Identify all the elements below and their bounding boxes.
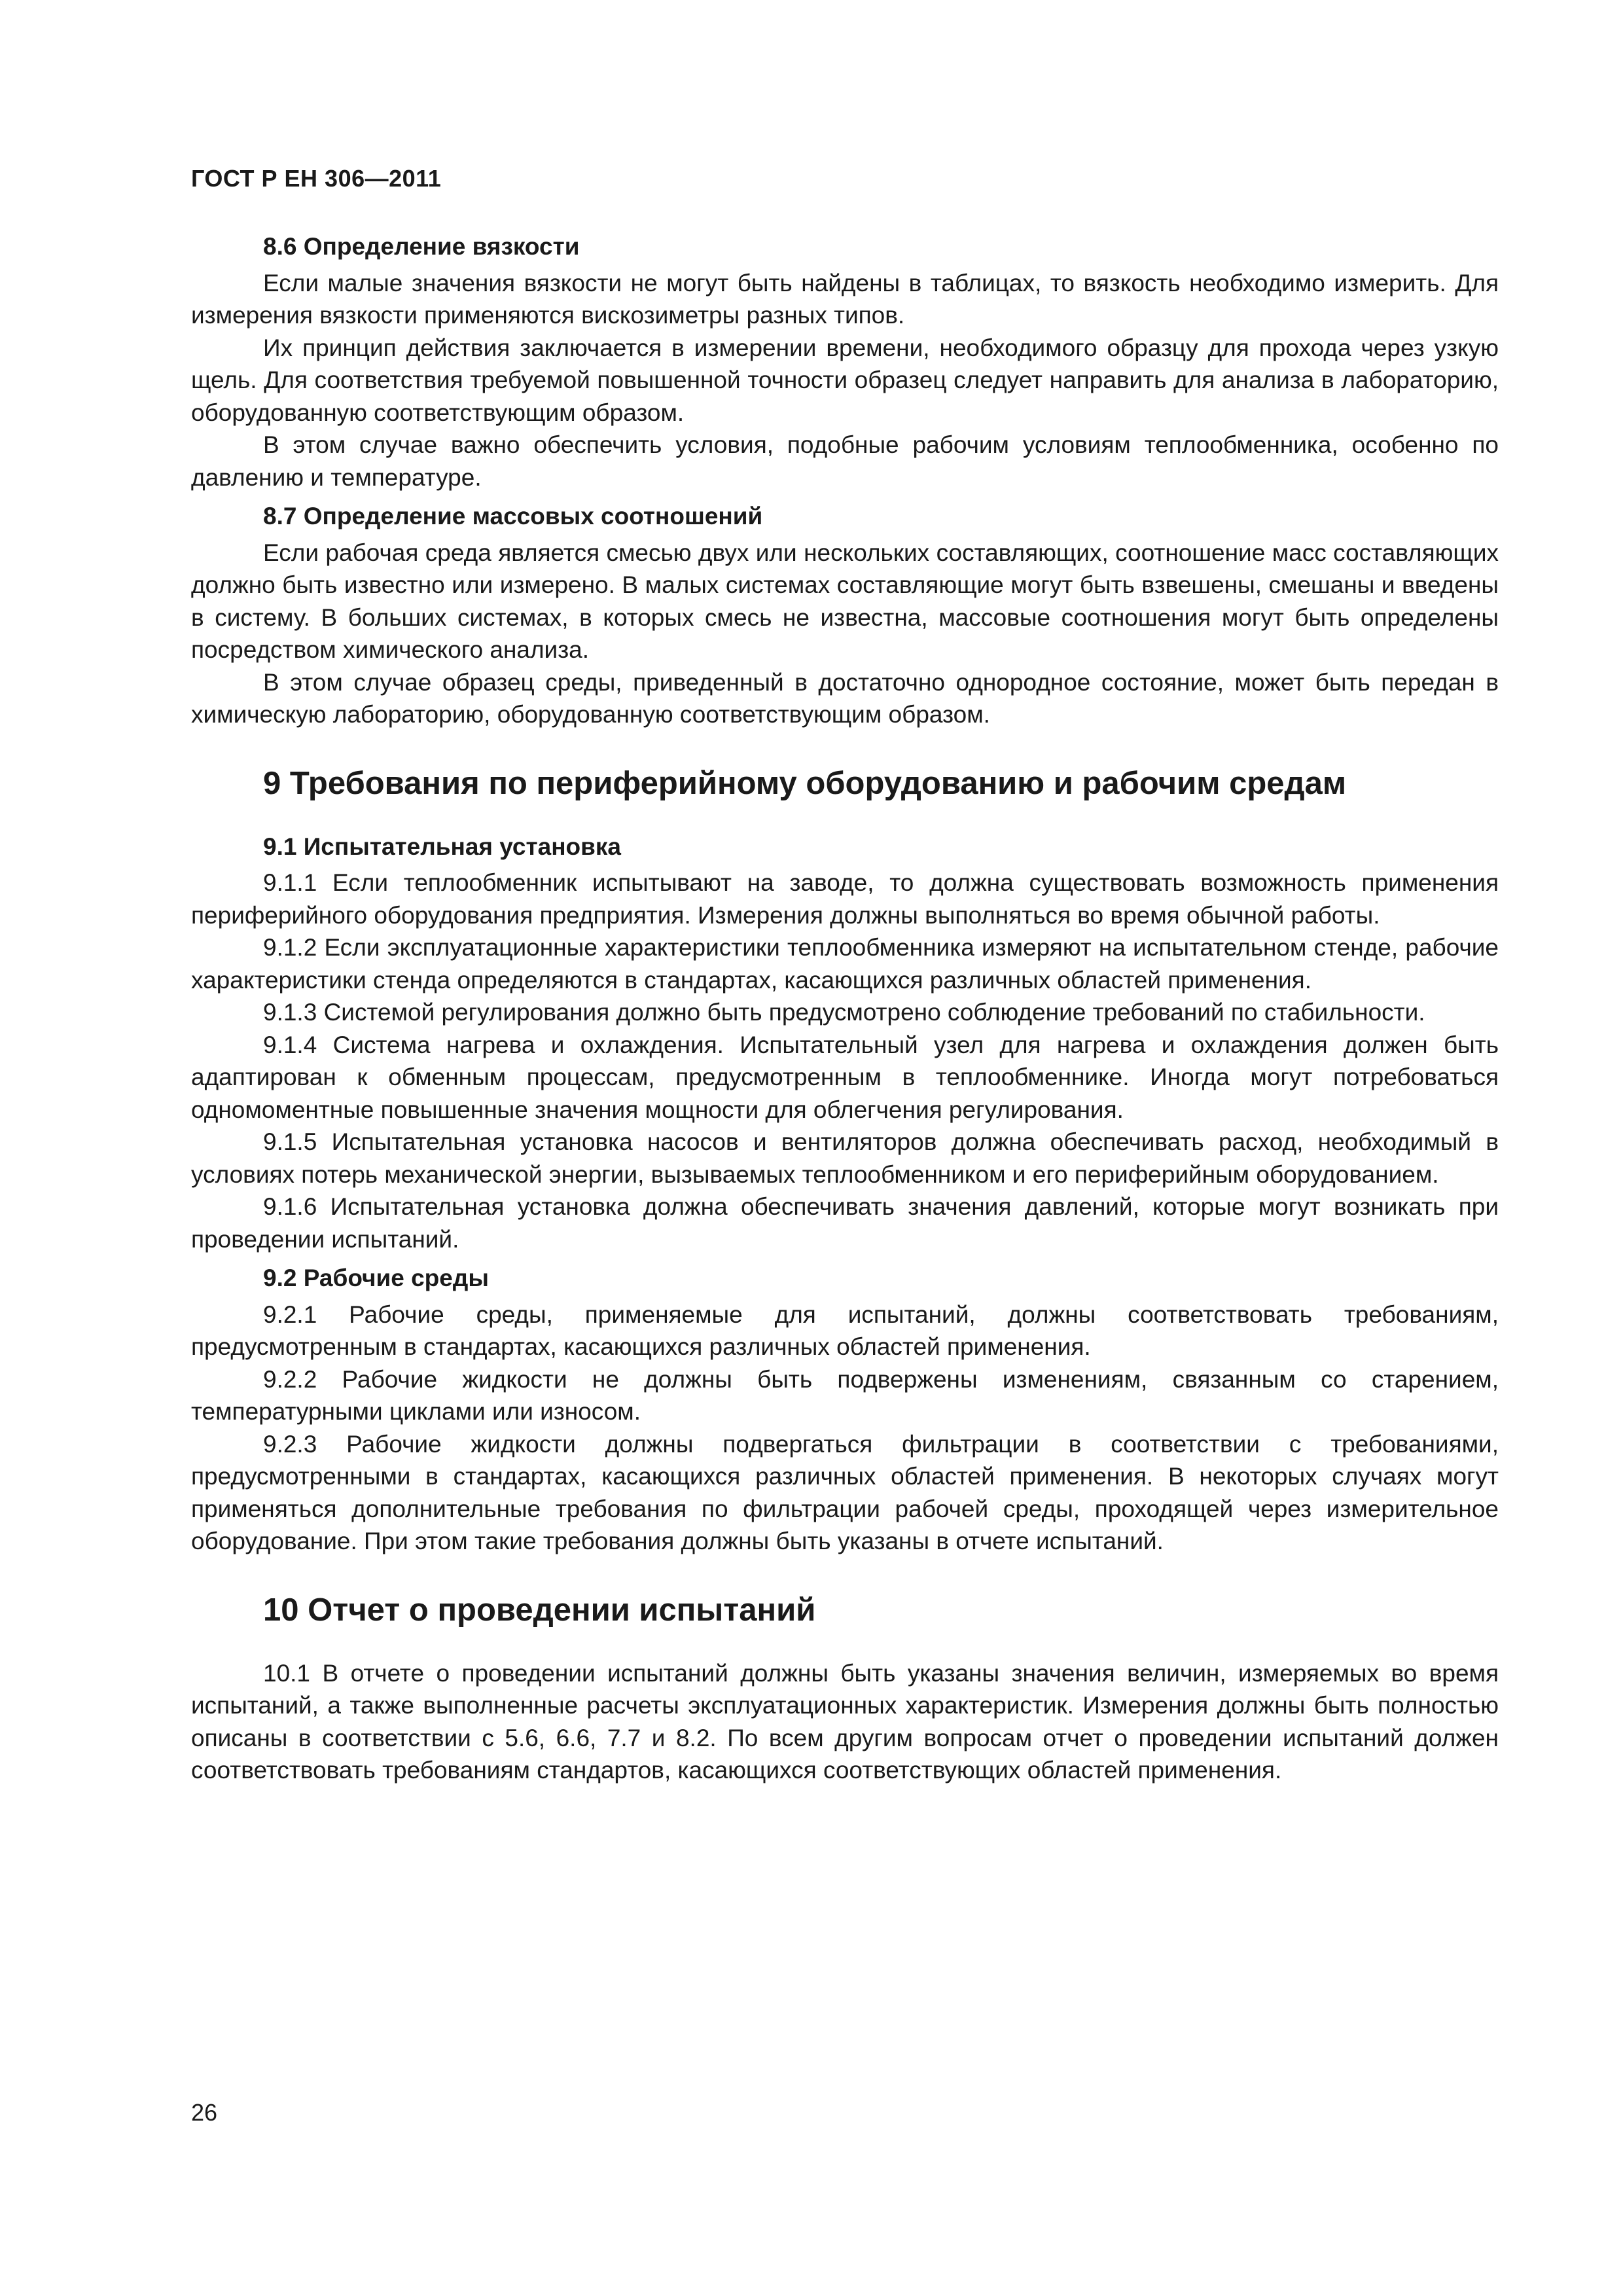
document-body	[191, 230, 1499, 1787]
document-header: ГОСТ Р ЕН 306—2011	[191, 165, 442, 192]
paragraph: 9.1.4 Система нагрева и охлаждения. Испытательный узел для нагрева и охлаждения должен быть адаптирован к обменным процессам, предусмотренным в теплообменнике. Иногда могут потребоваться одномоментные повышенные значения мощности для облегчения регулирования.	[191, 1031, 1499, 1123]
paragraph: В этом случае важно обеспечить условия, подобные рабочим условиям теплообменника, особенно по давлению и температуре.	[191, 431, 1499, 491]
section-heading-9-2: 9.2 Рабочие среды	[263, 1265, 489, 1291]
paragraph: 10.1 В отчете о проведении испытаний должны быть указаны значения величин, измеряемых во время испытаний, а также выполненные расчеты эксплуатационных характеристик. Измерения должны быть полностью описаны в соответствии с 5.6, 6.6, 7.7 и 8.2. По всем другим вопросам отчет о проведении испытаний должен соответствовать требованиям стандартов, касающихся соответствующих областей применения.	[191, 1659, 1499, 1784]
paragraph: 9.1.3 Системой регулирования должно быть предусмотрено соблюдение требований по стабильности.	[263, 999, 1425, 1026]
paragraph: 9.1.5 Испытательная установка насосов и вентиляторов должна обеспечивать расход, необходимый в условиях потерь механической энергии, вызываемых теплообменником и его периферийным оборудованием.	[191, 1128, 1499, 1188]
section-heading-9-1: 9.1 Испытательная установка	[263, 833, 621, 860]
paragraph: 9.1.6 Испытательная установка должна обеспечивать значения давлений, которые могут возникать при проведении испытаний.	[191, 1193, 1499, 1253]
page-number: 26	[191, 2099, 218, 2126]
chapter-heading-10: 10 Отчет о проведении испытаний	[263, 1592, 816, 1628]
paragraph: 9.2.2 Рабочие жидкости не должны быть подвержены изменениям, связанным со старением, температурными циклами или износом.	[191, 1365, 1499, 1425]
paragraph: В этом случае образец среды, приведенный в достаточно однородное состояние, может быть передан в химическую лабораторию, оборудованную соответствующим образом.	[191, 668, 1499, 728]
paragraph: 9.2.1 Рабочие среды, применяемые для испытаний, должны соответствовать требованиям, предусмотренным в стандартах, касающихся различных областей применения.	[191, 1300, 1499, 1360]
paragraph: Их принцип действия заключается в измерении времени, необходимого образцу для прохода через узкую щель. Для соответствия требуемой повышенной точности образец следует направить для анализа в лабораторию, оборудованную соответствующим образом.	[191, 334, 1499, 426]
paragraph: Если рабочая среда является смесью двух или нескольких составляющих, соотношение масс составляющих должно быть известно или измерено. В малых системах составляющие могут быть взвешены, смешаны и введены в систему. В больших системах, в которых смесь не известна, массовые соотношения могут быть определены посредством химического анализа.	[191, 539, 1499, 663]
paragraph: Если малые значения вязкости не могут быть найдены в таблицах, то вязкость необходимо измерить. Для измерения вязкости применяются вискозиметры разных типов.	[191, 269, 1499, 329]
paragraph: 9.1.1 Если теплообменник испытывают на заводе, то должна существовать возможность применения периферийного оборудования предприятия. Измерения должны выполняться во время обычной работы.	[191, 869, 1499, 929]
section-heading-8-7: 8.7 Определение массовых соотношений	[263, 503, 763, 529]
paragraph: 9.1.2 Если эксплуатационные характеристики теплообменника измеряют на испытательном стенде, рабочие характеристики стенда определяются в стандартах, касающихся различных областей применения.	[191, 934, 1499, 994]
chapter-heading-9: 9 Требования по периферийному оборудованию и рабочим средам	[263, 765, 1347, 801]
section-heading-8-6: 8.6 Определение вязкости	[263, 233, 580, 260]
paragraph: 9.2.3 Рабочие жидкости должны подвергаться фильтрации в соответствии с требованиями, предусмотренными в стандартах, касающихся различных областей применения. В некоторых случаях могут применяться дополнительные требования по фильтрации рабочей среды, проходящей через измерительное оборудование. При этом такие требования должны быть указаны в отчете испытаний.	[191, 1430, 1499, 1554]
